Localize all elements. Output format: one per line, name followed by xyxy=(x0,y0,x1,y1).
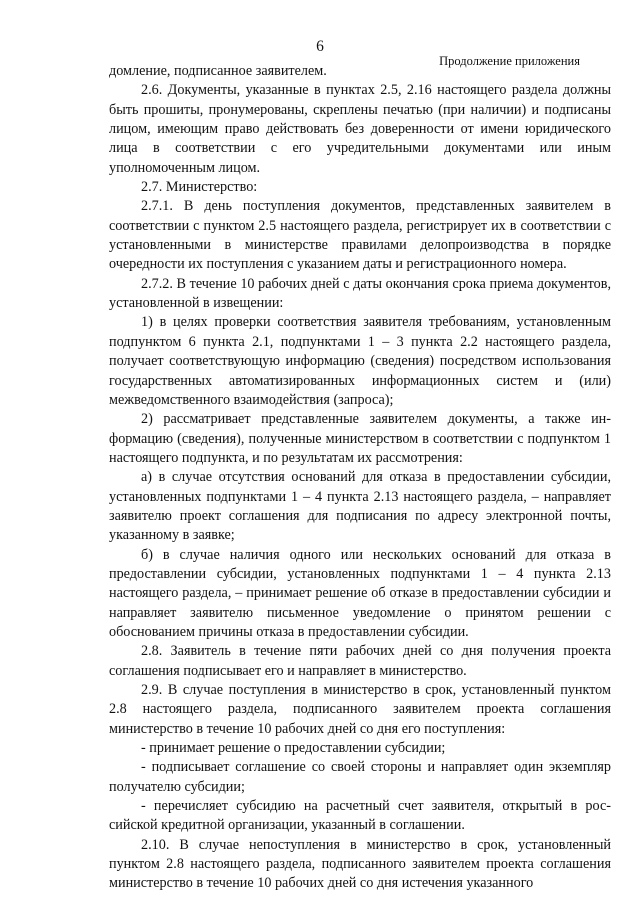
paragraph-2-7: 2.7. Министерство: xyxy=(141,179,258,196)
list-item-sign-agreement: - подписывает соглашение со своей стороны и направляет один экземпляр получателю субсидии; xyxy=(109,759,611,795)
paragraph-continuation: домление, подписанное заявителем. xyxy=(109,63,327,79)
page-number: 6 xyxy=(316,38,324,55)
list-item-decision: - принимает решение о предоставлении субсидии; xyxy=(141,740,446,757)
paragraph-2-6: 2.6. Документы, указанные в пунктах 2.5, 2.16 настоящего раздела должны быть прошиты, пронумерованы, скреплены печатью (при наличии) и подписаны лицом, имеющим право действовать без доверенности от имени юридического лица в соответствии с его учредительными документами или иным уполномоченным лицом. xyxy=(109,82,611,176)
paragraph-2-7-2: 2.7.2. В течение 10 рабочих дней с даты окончания срока приема документов, установленной в извещении: xyxy=(109,275,611,312)
paragraph-2-7-1: 2.7.1. В день поступления документов, представленных заявителем в соответствии с пунктом 2.5 настоящего раздела, регистрирует их в соответствии с установленными в министерстве правилами делопроизводства в порядке очередности их поступления с указанием даты и регистрационного номера. xyxy=(109,198,611,273)
paragraph-2-9: 2.9. В случае поступления в министерство в срок, установленный пунктом 2.8 настоящего раздела, подписанного заявителем проекта соглашения министерство в течение 10 рабочих дней со дня его поступления: xyxy=(109,682,611,737)
paragraph-2-10: 2.10. В случае непоступления в министерство в срок, установленный пунктом 2.8 настоящего раздела, подписанного заявителем проекта соглашения министерство в течение 10 рабочих дней со дня истечения указанного xyxy=(109,836,611,892)
document-body xyxy=(109,62,611,894)
list-item-transfer-subsidy: - перечисляет субсидию на расчетный счет заявителя, открытый в российской кредитной организации, указанный в соглашении. xyxy=(109,798,611,834)
paragraph-item-2: 2) рассматривает представленные заявителем документы, а также информацию (сведения), полученные министерством в соответствии с подпунктом 1 настоящего подпункта, и по результатам их рассмотрения: xyxy=(109,411,611,466)
paragraph-item-a: а) в случае отсутствия оснований для отказа в предоставлении субсидии, установленных подпунктами 1 – 4 пункта 2.13 настоящего раздела, – направляет заявителю проект соглашения для подписания по адресу электронной почты, указанному в заявке; xyxy=(109,469,611,544)
appendix-continuation-note: Продолжение приложения xyxy=(439,54,580,68)
paragraph-2-8: 2.8. Заявитель в течение пяти рабочих дней со дня получения проекта соглашения подписывает его и направляет в министерство. xyxy=(109,643,611,679)
paragraph-item-1: 1) в целях проверки соответствия заявителя требованиям, установленным подпунктом 6 пункта 2.1, подпунктами 1 – 3 пункта 2.2 настоящего раздела, получает соответствующую информацию (сведения) посредством использования государственных автоматизированных информационных систем и (или) межведомственного взаимодействия (запроса); xyxy=(109,314,611,408)
paragraph-item-b: б) в случае наличия одного или нескольких оснований для отказа в предоставлении субсидии, установленных подпунктами 1 – 4 пункта 2.13 настоящего раздела, – принимает решение об отказе в предоставлении субсидии и направляет заявителю письменное уведомление о принятом решении с обоснованием причины отказа в предоставлении субсидии. xyxy=(109,546,611,640)
